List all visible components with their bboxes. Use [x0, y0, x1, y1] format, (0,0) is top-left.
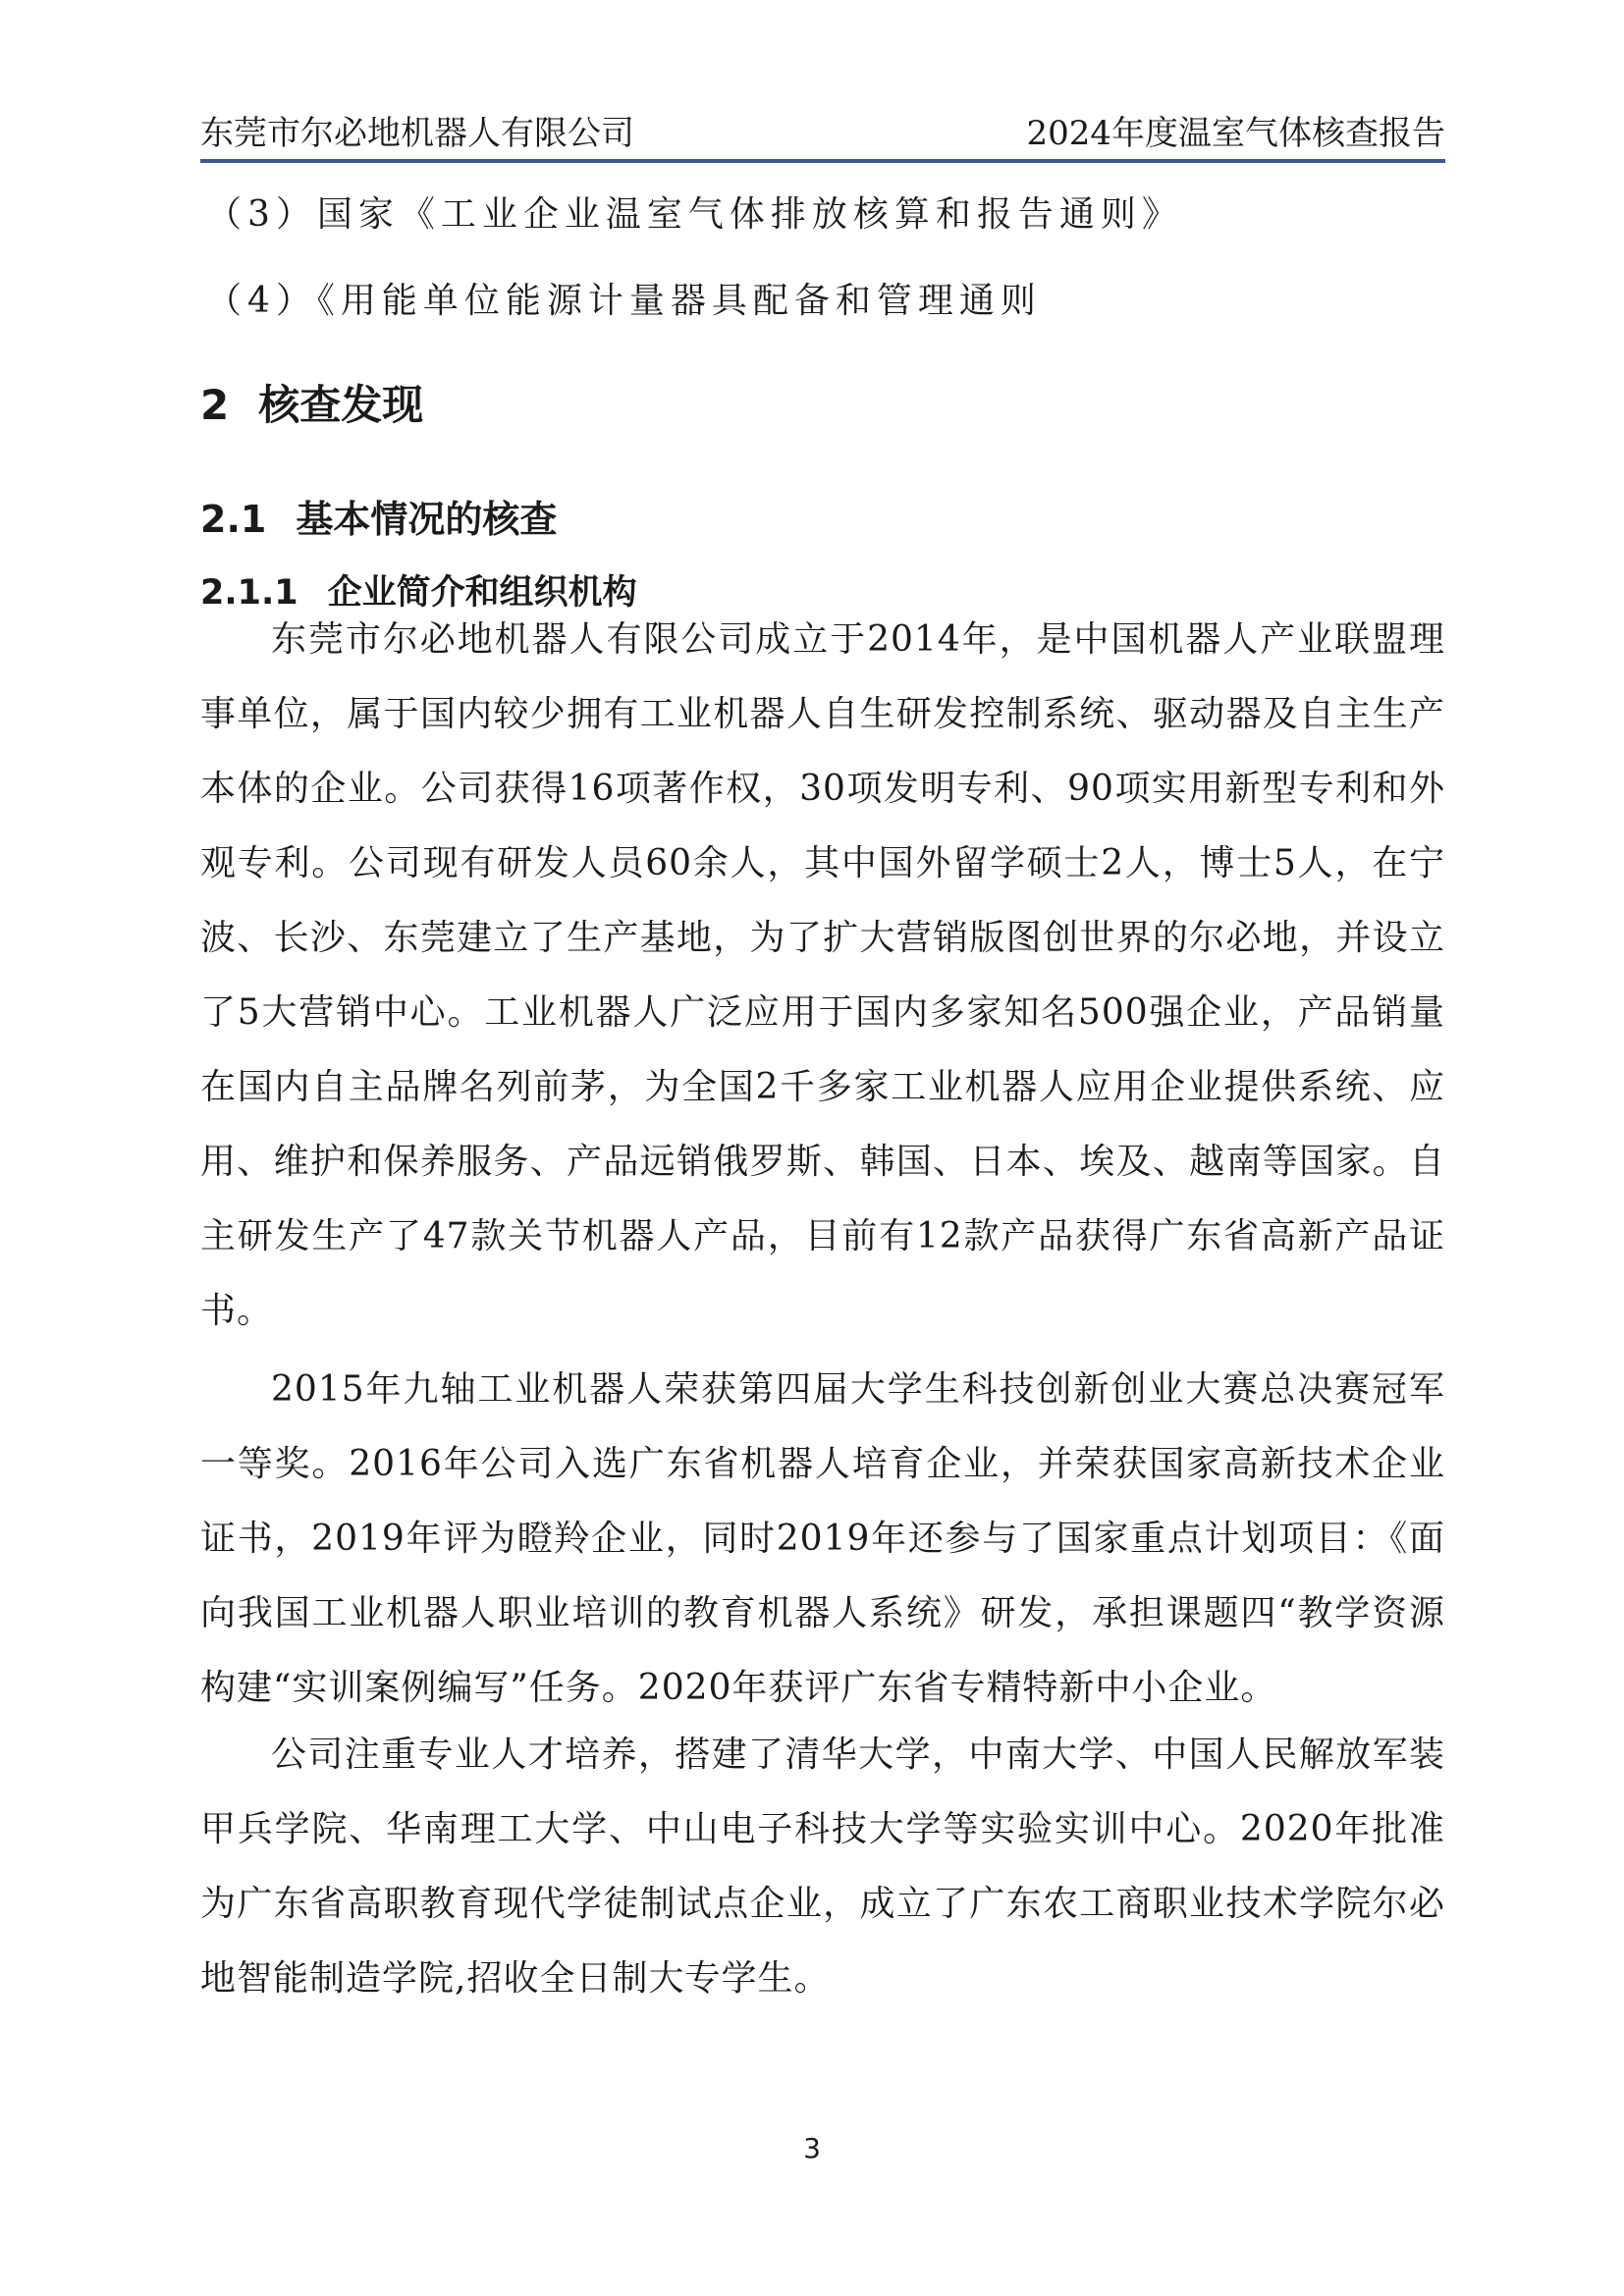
section-heading: [200, 373, 423, 432]
header-divider: [200, 159, 1445, 163]
subsection-heading: [200, 489, 557, 543]
subsubsection-title: 企业简介和组织机构: [327, 573, 637, 613]
page-number: 3: [803, 2132, 821, 2164]
subsection-title: 基本情况的核查: [296, 498, 558, 541]
page-header: [200, 110, 1445, 165]
paragraph-awards: 2015年九轴工业机器人荣获第四届大学生科技创新创业大赛总决赛冠军一等奖。2016年公司入选广东省机器人培育企业，并荣获国家高新技术企业证书，2019年评为瞪羚企业，同时2019年还参与了国家重点计划项目：《面向我国工业机器人职业培训的教育机器人系统》研发，承担课题四“教学资源构建“实训案例编写”任务。2020年获评广东省专精特新中小企业。: [200, 1369, 1445, 1708]
reference-item-3: （3）国家《工业企业温室气体排放核算和报告通则》: [206, 194, 1183, 235]
subsection-number: 2.1: [200, 498, 267, 541]
header-company-name: 东莞市尔必地机器人有限公司: [200, 114, 634, 153]
paragraph-talent-training: 公司注重专业人才培养，搭建了清华大学，中南大学、中国人民解放军装甲兵学院、华南理工大学、中山电子科技大学等实验实训中心。2020年批准为广东省高职教育现代学徒制试点企业，成立了广东农工商职业技术学院尔必地智能制造学院,招收全日制大专学生。: [200, 1735, 1445, 1999]
reference-item-4: （4）《用能单位能源计量器具配备和管理通则: [206, 281, 1042, 321]
header-report-title: 2024年度温室气体核查报告: [1026, 114, 1445, 153]
paragraph-company-profile: 东莞市尔必地机器人有限公司成立于2014年，是中国机器人产业联盟理事单位，属于国内较少拥有工业机器人自生研发控制系统、驱动器及自主生产本体的企业。公司获得16项著作权，30项发明专利、90项实用新型专利和外观专利。公司现有研发人员60余人，其中国外留学硕士2人，博士5人，在宁波、长沙、东莞建立了生产基地，为了扩大营销版图创世界的尔必地，并设立了5大营销中心。工业机器人广泛应用于国内多家知名500强企业，产品销量在国内自主品牌名列前茅，为全国2千多家工业机器人应用企业提供系统、应用、维护和保养服务、产品远销俄罗斯、韩国、日本、埃及、越南等国家。自主研发生产了47款关节机器人产品，目前有12款产品获得广东省高新产品证书。: [200, 619, 1445, 1331]
section-title: 核查发现: [258, 381, 424, 429]
subsubsection-number: 2.1.1: [200, 573, 298, 613]
section-number: 2: [200, 381, 230, 429]
